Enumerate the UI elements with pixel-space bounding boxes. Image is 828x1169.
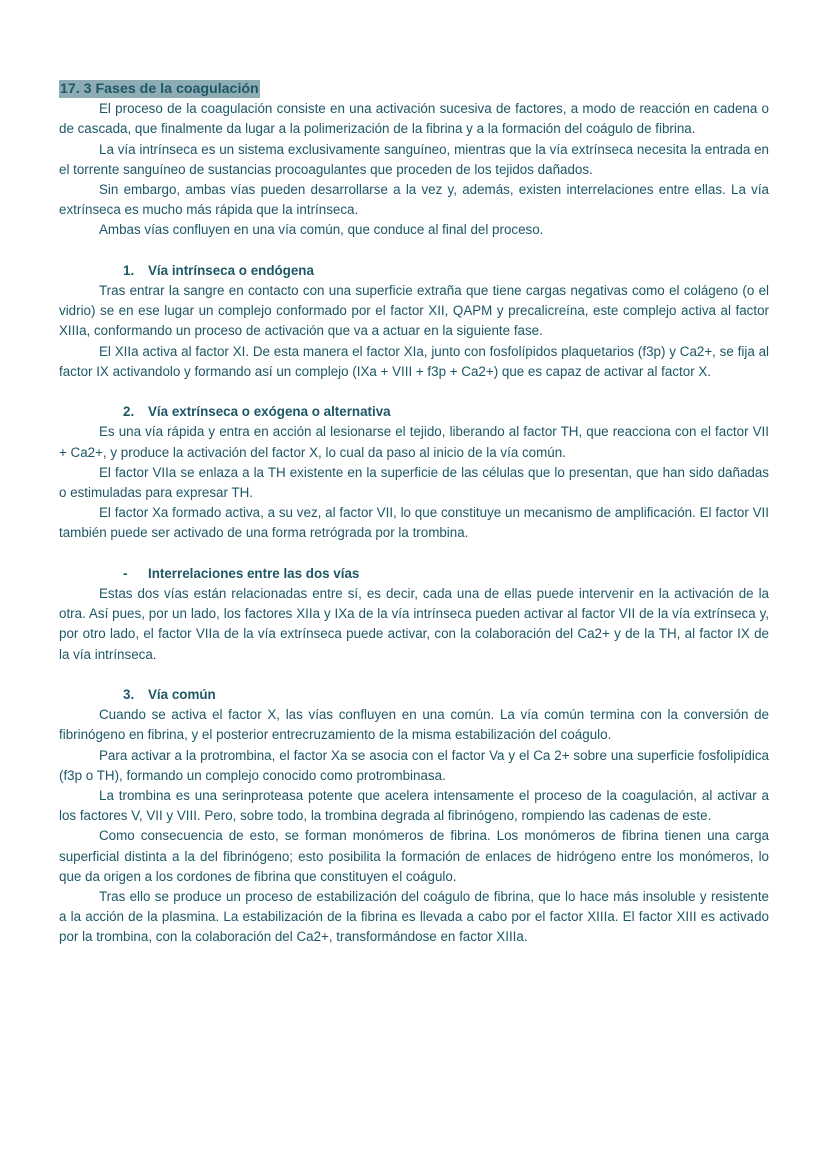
body-paragraph: El XIIa activa al factor XI. De esta manera el factor XIa, junto con fosfolípidos plaquetarios (f3p) y Ca2+, se fija al factor IX activandolo y formando así un complejo (IXa + VIII + f3p + Ca2+) que es capaz de activar al factor X. [59, 343, 769, 379]
section-heading [59, 685, 769, 705]
section-heading-text: Interrelaciones entre las dos vías [148, 565, 360, 581]
intro-paragraph: La vía intrínseca es un sistema exclusivamente sanguíneo, mientras que la vía extrínseca necesita la entrada en el torrente sanguíneo de sustancias procoagulantes que proceden de los tejidos dañados. [59, 141, 769, 177]
section-heading-text: Vía extrínseca o exógena o alternativa [148, 404, 391, 420]
intro [59, 99, 769, 240]
body-paragraph: Tras entrar la sangre en contacto con una superficie extraña que tiene cargas negativas como el colágeno (o el vidrio) se en ese lugar un complejo conformado por el factor XII, QAPM y precalicreína, este complejo activa al factor XIIIa, conformando un proceso de activación que va a actuar en la siguiente fase. [59, 283, 769, 339]
document-page [59, 79, 769, 948]
body-paragraph: La trombina es una serinproteasa potente que acelera intensamente el proceso de la coagulación, al activar a los factores V, VII y VIII. Pero, sobre todo, la trombina degrada al fibrinógeno, rompiendo las cadenas de este. [59, 788, 769, 824]
section-heading-text: Vía intrínseca o endógena [148, 262, 314, 278]
body-paragraph: Para activar a la protrombina, el factor Xa se asocia con el factor Va y el Ca 2+ sobre una superficie fosfolipídica (f3p o TH), formando un complejo conocido como protrombinasa. [59, 747, 769, 783]
body-paragraph: Estas dos vías están relacionadas entre sí, es decir, cada una de ellas puede intervenir en la activación de la otra. Así pues, por un lado, los factores XIIa y IXa de la vía intrínseca pueden activar al factor VII de la vía extrínseca y, por otro lado, el factor VIIa de la vía extrínseca puede activar, con la colaboración del Ca2+ y de la TH, al factor IX de la vía intrínseca. [59, 586, 769, 662]
section-heading [59, 564, 769, 584]
bullet-dash: - [123, 565, 128, 581]
section-via-extrinseca [59, 402, 769, 543]
section-heading [59, 261, 769, 281]
section-interrelaciones [59, 564, 769, 665]
body-paragraph: El factor Xa formado activa, a su vez, al factor VII, lo que constituye un mecanismo de amplificación. El factor VII también puede ser activado de una forma retrógrada por la trombina. [59, 505, 769, 541]
intro-paragraph: Sin embargo, ambas vías pueden desarrollarse a la vez y, además, existen interrelaciones entre ellas. La vía extrínseca es mucho más rápida que la intrínseca. [59, 182, 769, 218]
body-paragraph: Es una vía rápida y entra en acción al lesionarse el tejido, liberando al factor TH, que reacciona con el factor VII + Ca2+, y produce la activación del factor X, lo cual da paso al inicio de la vía común. [59, 424, 769, 460]
section-number: 3. [123, 687, 135, 703]
body-paragraph: Tras ello se produce un proceso de estabilización del coágulo de fibrina, que lo hace más insoluble y resistente a la acción de la plasmina. La estabilización de la fibrina es llevada a cabo por el factor XIIIa. El factor XIII es activado por la trombina, con la colaboración del Ca2+, transformándose en factor XIIIa. [59, 889, 769, 945]
section-number: 2. [123, 404, 135, 420]
section-via-comun [59, 685, 769, 948]
body-paragraph: Cuando se activa el factor X, las vías confluyen en una común. La vía común termina con la conversión de fibrinógeno en fibrina, y el posterior entrecruzamiento de la misma estabilización del coágulo. [59, 707, 769, 743]
section-title: 17. 3 Fases de la coagulación [60, 81, 259, 97]
section-heading-text: Vía común [148, 687, 216, 703]
body-paragraph: Como consecuencia de esto, se forman monómeros de fibrina. Los monómeros de fibrina tienen una carga superficial distinta a la del fibrinógeno; esto posibilita la formación de enlaces de hidrógeno entre los monómeros, lo que da origen a los cordones de fibrina que constituyen el coágulo. [59, 828, 769, 884]
intro-paragraph: Ambas vías confluyen en una vía común, que conduce al final del proceso. [99, 222, 544, 238]
section-heading [59, 402, 769, 422]
section-via-intrinseca [59, 261, 769, 382]
intro-paragraph: El proceso de la coagulación consiste en una activación sucesiva de factores, a modo de reacción en cadena o de cascada, que finalmente da lugar a la polimerización de la fibrina y a la formación del coágulo de fibrina. [59, 101, 769, 137]
body-paragraph: El factor VIIa se enlaza a la TH existente en la superficie de las células que lo presentan, que han sido dañadas o estimuladas para expresar TH. [59, 464, 769, 501]
section-number: 1. [123, 262, 135, 278]
